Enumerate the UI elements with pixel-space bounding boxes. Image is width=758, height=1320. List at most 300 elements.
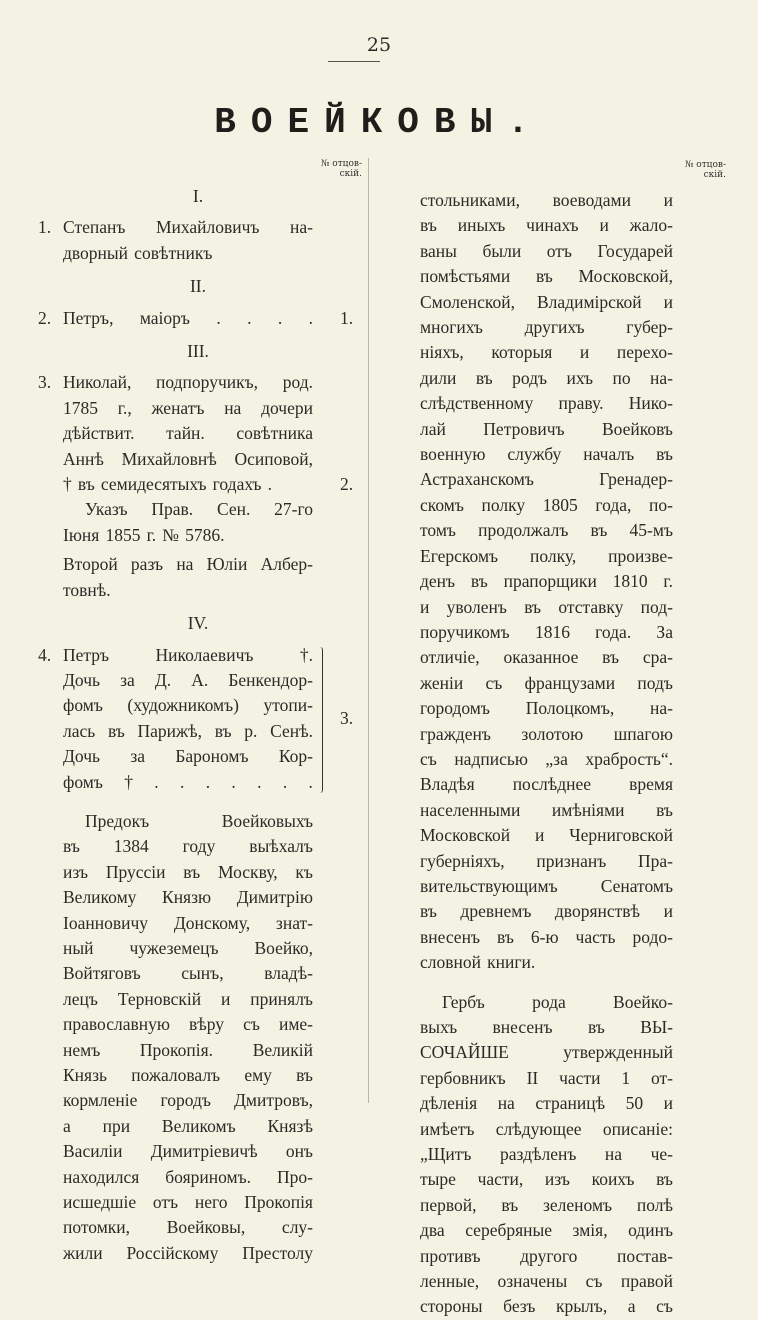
- word: выѣхалъ: [249, 836, 313, 857]
- word: женіи: [420, 672, 464, 693]
- word: признанъ: [536, 850, 607, 871]
- right-line: [420, 1142, 673, 1167]
- entry-text: [63, 215, 313, 266]
- word: †: [124, 771, 133, 792]
- entry-text: [63, 643, 313, 795]
- word: и: [663, 190, 673, 210]
- word: шпагою: [613, 723, 673, 744]
- word: оказанное: [503, 647, 579, 668]
- word: подъ: [637, 672, 673, 693]
- word: на-: [650, 698, 673, 719]
- word: съ: [585, 1271, 603, 1292]
- word: года.: [595, 621, 632, 642]
- word: другихъ: [524, 317, 585, 338]
- word: продолжалъ: [478, 520, 569, 541]
- word: описаніе:: [602, 1118, 673, 1139]
- word: 1: [621, 1067, 631, 1088]
- word: храбрость“.: [585, 748, 673, 769]
- history-line: [63, 961, 313, 986]
- word: .: [247, 307, 252, 328]
- word: словной: [420, 952, 481, 973]
- word: населенными: [420, 799, 521, 820]
- right-line: [420, 696, 673, 721]
- word: Князѣ: [267, 1115, 313, 1136]
- word: Петръ,: [63, 307, 114, 328]
- word: подпоручикъ,: [156, 372, 259, 393]
- word: и: [420, 596, 430, 617]
- word: прапорщики: [503, 571, 597, 592]
- word: Великій: [252, 1039, 313, 1060]
- note-line: [63, 497, 313, 522]
- word: фомъ: [63, 695, 103, 716]
- word: Указъ: [85, 499, 128, 520]
- generation-heading: I.: [192, 186, 204, 206]
- word: раздѣленъ: [499, 1144, 577, 1165]
- word: Аннѣ: [63, 448, 104, 469]
- word: принялъ: [250, 988, 313, 1009]
- word: Князю: [162, 887, 212, 908]
- word: дили: [420, 367, 457, 388]
- word: два: [420, 1220, 445, 1241]
- word: него: [194, 1192, 228, 1213]
- word: внесенъ: [420, 926, 480, 947]
- word: французами: [524, 672, 616, 693]
- history-line: [63, 936, 313, 961]
- word: онъ: [285, 1141, 313, 1162]
- word: другого: [520, 1245, 578, 1266]
- word: Воейковъ: [601, 418, 673, 439]
- word: православную: [63, 1014, 170, 1035]
- word: Нико-: [628, 393, 673, 414]
- word: многихъ: [420, 317, 483, 338]
- word: по-: [649, 494, 673, 515]
- word: .: [257, 771, 262, 792]
- word: гражденъ: [420, 723, 491, 744]
- word: золотою: [521, 723, 584, 744]
- word: дѣленія: [420, 1093, 478, 1114]
- word: коихъ: [591, 1169, 635, 1190]
- word: Полоцкомъ,: [525, 698, 615, 719]
- entry-line: [63, 215, 313, 240]
- word: сынъ,: [181, 963, 224, 984]
- word: перехо-: [616, 342, 673, 363]
- word: имѣетъ: [420, 1118, 475, 1139]
- entry-number: 3.: [38, 372, 52, 393]
- word: Юліи: [206, 554, 248, 575]
- entry-line: [63, 241, 313, 266]
- right-line: [420, 1015, 673, 1040]
- word: име-: [278, 1014, 313, 1035]
- note-line: [63, 578, 313, 603]
- word: Государей: [597, 240, 673, 261]
- word: полку,: [529, 545, 577, 566]
- word: надписью: [454, 748, 528, 769]
- word: 45-мъ: [629, 520, 673, 541]
- word: .: [308, 307, 313, 328]
- entry-number: 1.: [38, 217, 52, 238]
- word: полку: [481, 494, 526, 515]
- word: Про-: [277, 1166, 313, 1187]
- word: Сенатомъ: [600, 875, 673, 896]
- history-line: [63, 1165, 313, 1190]
- right-line: [420, 1167, 673, 1192]
- history-line: [63, 1063, 313, 1088]
- word: чужеземецъ: [129, 937, 219, 958]
- word: владѣ-: [264, 963, 313, 984]
- word: Дочь: [63, 669, 101, 690]
- entry-note: [63, 552, 313, 603]
- word: Смоленской,: [420, 291, 516, 312]
- word: Великомъ: [161, 1115, 236, 1136]
- page-number: 25: [366, 34, 392, 56]
- right-line: [420, 340, 673, 365]
- right-line: [420, 1117, 673, 1142]
- word: Пра-: [638, 850, 673, 871]
- word: II: [526, 1067, 539, 1088]
- entry-note: [63, 497, 313, 548]
- right-line: [420, 899, 673, 924]
- word: началъ: [583, 444, 635, 465]
- word: зеленомъ: [542, 1194, 613, 1215]
- word: года,: [595, 494, 632, 515]
- word: съ: [243, 1014, 260, 1035]
- word: въ: [602, 647, 620, 668]
- word: разъ: [130, 554, 164, 575]
- genealogy-entry: [38, 643, 356, 795]
- word: лецъ: [63, 988, 98, 1009]
- word: Іюня: [63, 524, 100, 545]
- word: и: [599, 215, 609, 236]
- word: родъ: [512, 367, 548, 388]
- word: Прокопія: [244, 1192, 313, 1213]
- word: Степанъ: [63, 217, 126, 238]
- word: †: [63, 474, 72, 495]
- word: на: [224, 397, 242, 418]
- note-line: [63, 523, 313, 548]
- word: сра-: [642, 647, 673, 668]
- right-line: [420, 290, 673, 315]
- word: и: [663, 901, 673, 922]
- word: 1785: [63, 397, 98, 418]
- word: отличіе,: [420, 647, 480, 668]
- word: 1805: [542, 494, 578, 515]
- word: ему: [244, 1065, 272, 1085]
- word: родо-: [632, 926, 673, 947]
- word: пожаловалъ: [131, 1065, 221, 1085]
- word: 6-ю: [530, 926, 559, 947]
- word: а: [627, 1296, 636, 1317]
- word: жало-: [629, 215, 673, 236]
- word: Черниговской: [569, 825, 673, 846]
- right-line: [420, 671, 673, 696]
- word: въ: [296, 1065, 313, 1085]
- word: праву.: [558, 393, 604, 414]
- history-line: [63, 809, 313, 834]
- right-line: [420, 849, 673, 874]
- word: Владѣя: [420, 774, 475, 795]
- word: произве-: [608, 545, 673, 566]
- word: въ: [183, 861, 201, 882]
- word: въ: [587, 1017, 605, 1037]
- word: Великому: [63, 887, 137, 908]
- word: бояриномъ.: [165, 1166, 252, 1187]
- word: на-: [650, 367, 673, 388]
- word: дворянствѣ: [554, 901, 641, 922]
- right-line: [420, 366, 673, 391]
- genealogy-entry: [38, 306, 356, 331]
- word: въ: [475, 367, 493, 388]
- word: при: [102, 1115, 131, 1136]
- word: тыре: [420, 1169, 456, 1190]
- word: СОЧАЙШЕ: [420, 1042, 509, 1063]
- history-paragraph: [63, 809, 313, 1266]
- word: время: [629, 774, 673, 795]
- right-line: [420, 1218, 673, 1243]
- word: въ: [590, 520, 608, 541]
- right-line: [420, 239, 673, 264]
- word: „Щитъ: [420, 1144, 472, 1165]
- word: 1810: [612, 571, 648, 592]
- word: а: [63, 1115, 71, 1136]
- right-line: [420, 722, 673, 747]
- word: и: [221, 988, 231, 1009]
- word: и: [534, 825, 545, 846]
- left-column: [38, 176, 356, 1266]
- word: Николаевичъ: [155, 644, 254, 665]
- word: безъ: [503, 1296, 536, 1317]
- word: въ: [420, 215, 437, 236]
- entry-text: [63, 370, 313, 497]
- genealogy-entry: [38, 215, 356, 266]
- right-line: [420, 798, 673, 823]
- word: слѣдующее: [495, 1118, 582, 1139]
- word: Донскому,: [173, 912, 251, 933]
- word: въ: [501, 1194, 519, 1215]
- word: за: [120, 669, 135, 690]
- word: ніяхъ,: [420, 342, 464, 363]
- word: 1384: [113, 836, 149, 857]
- word: Албер-: [260, 554, 313, 575]
- word: съ: [485, 672, 503, 693]
- word: Д.: [154, 669, 172, 690]
- word: .: [231, 771, 236, 792]
- word: №: [162, 524, 179, 545]
- word: Гренадер-: [599, 469, 673, 490]
- word: змія,: [572, 1220, 608, 1241]
- word: ный: [63, 937, 94, 958]
- right-line: [420, 1193, 673, 1218]
- word: Василіи: [63, 1141, 123, 1162]
- word: въ: [63, 836, 80, 857]
- word: ихъ: [566, 367, 594, 388]
- right-line: [420, 264, 673, 289]
- right-line: [420, 823, 673, 848]
- word: правой: [620, 1271, 673, 1292]
- word: Сенѣ.: [270, 720, 313, 741]
- column-note-line: № отцов-: [320, 159, 362, 169]
- right-line: [420, 188, 673, 213]
- word: съ: [656, 1296, 673, 1317]
- father-reference: 3.: [340, 708, 354, 728]
- coat-of-arms-paragraph: [420, 990, 673, 1320]
- entry-line: [63, 447, 313, 472]
- word: дворный: [63, 242, 129, 263]
- word: 27-го: [274, 499, 313, 520]
- word: вѣру: [188, 1014, 225, 1035]
- word: Князь: [63, 1065, 107, 1085]
- word: исшедшіе: [63, 1192, 137, 1213]
- word: г.,: [117, 397, 132, 418]
- word: от-: [651, 1067, 673, 1088]
- word: отъ: [546, 240, 572, 261]
- word: Барономъ: [175, 746, 249, 767]
- word: знат-: [275, 912, 313, 933]
- word: Дочь: [63, 746, 101, 767]
- word: Петровичъ: [483, 418, 565, 439]
- word: части: [559, 1067, 601, 1088]
- word: въ: [77, 474, 95, 495]
- word: городъ: [160, 1090, 211, 1111]
- word: лась: [63, 720, 96, 741]
- word: гербовникъ: [420, 1067, 506, 1088]
- word: Войтяговъ: [63, 963, 141, 984]
- entry-line: [63, 421, 313, 446]
- word: въ: [214, 720, 232, 741]
- right-line: [420, 417, 673, 442]
- word: ВЫ-: [640, 1017, 673, 1037]
- word: жили: [63, 1242, 103, 1263]
- word: имѣніями: [551, 799, 625, 820]
- word: тайн.: [166, 423, 205, 444]
- word: Прав.: [151, 499, 194, 520]
- word: съ: [420, 748, 437, 769]
- word: службу: [507, 444, 562, 465]
- right-line: [420, 569, 673, 594]
- word: 1855: [105, 524, 141, 545]
- word: за: [130, 746, 146, 767]
- word: женатъ: [151, 397, 205, 418]
- word: изъ: [544, 1169, 570, 1190]
- word: Пруссіи: [105, 861, 166, 882]
- word: внесенъ: [492, 1017, 553, 1037]
- word: серебряные: [465, 1220, 553, 1241]
- history-line: [63, 1012, 313, 1037]
- word: товнѣ.: [63, 579, 111, 600]
- history-line: [63, 1038, 313, 1063]
- entry-line: [63, 744, 313, 769]
- word: въ: [535, 266, 553, 287]
- column-note-line: скій.: [339, 169, 362, 179]
- word: утвержденный: [563, 1042, 673, 1063]
- right-line: [420, 1244, 673, 1269]
- word: постав-: [616, 1245, 673, 1266]
- word: находился: [63, 1166, 140, 1187]
- right-line: [420, 315, 673, 340]
- word: .: [205, 771, 211, 792]
- word: томъ: [420, 520, 456, 541]
- word: под-: [640, 596, 673, 617]
- word: которыя: [491, 342, 553, 363]
- word: Кор-: [278, 746, 313, 767]
- word: р.: [244, 720, 258, 741]
- word: .: [216, 307, 221, 328]
- word: Воейко-: [613, 991, 673, 1012]
- word: че-: [650, 1144, 673, 1165]
- word: Егерскомъ: [420, 545, 499, 566]
- history-line: [63, 885, 313, 910]
- word: Іоанновичу: [63, 912, 149, 933]
- word: въ: [497, 926, 514, 947]
- word: 5786.: [185, 524, 225, 545]
- word: въ: [524, 596, 542, 617]
- word: .: [282, 771, 288, 792]
- word: потомки,: [63, 1217, 131, 1238]
- word: род.: [282, 372, 313, 393]
- word: были: [482, 240, 522, 261]
- generation-heading: IV.: [187, 613, 209, 634]
- word: въ: [107, 720, 125, 741]
- word: на-: [290, 217, 313, 238]
- grouping-brace: [317, 647, 323, 793]
- word: въ: [656, 1169, 673, 1190]
- word: на: [604, 1144, 623, 1165]
- word: стольниками,: [420, 190, 520, 210]
- history-line: [63, 1139, 313, 1164]
- word: дѣйствит.: [63, 423, 135, 444]
- word: совѣтника: [236, 423, 313, 444]
- word: уволенъ: [446, 596, 507, 617]
- history-line: [63, 1088, 313, 1113]
- word: часть: [575, 926, 616, 947]
- history-line: [63, 911, 313, 936]
- word: поручикомъ: [420, 621, 510, 642]
- right-line: [420, 990, 673, 1015]
- right-line: [420, 544, 673, 569]
- word: .: [277, 307, 283, 328]
- word: .: [180, 771, 185, 792]
- entry-line: [63, 472, 313, 497]
- right-line: [420, 1066, 673, 1091]
- word: немъ: [63, 1039, 101, 1060]
- father-reference: 2.: [340, 474, 354, 495]
- word: утопи-: [263, 695, 313, 716]
- right-line: [420, 1294, 673, 1319]
- note-line: [63, 552, 313, 577]
- word: .: [308, 771, 313, 792]
- column-note-right: [660, 160, 726, 180]
- word: (художникомъ): [127, 695, 239, 716]
- word: Михайловичъ: [155, 217, 260, 238]
- right-line: [420, 213, 673, 238]
- word: 50: [625, 1093, 644, 1114]
- word: Петръ: [63, 644, 110, 665]
- page-title: ВОЕЙКОВЫ.: [214, 102, 544, 143]
- word: полѣ: [636, 1194, 673, 1215]
- word: Предокъ: [85, 810, 150, 831]
- word: помѣстьями: [420, 266, 511, 287]
- word: слу-: [281, 1217, 313, 1238]
- word: г.: [146, 524, 157, 545]
- history-line: [63, 987, 313, 1012]
- word: Дмитровъ,: [234, 1090, 313, 1111]
- word: Парижѣ,: [137, 720, 203, 741]
- entry-text: [63, 306, 313, 331]
- right-line: [420, 747, 673, 772]
- column-divider: [368, 158, 369, 1103]
- word: и: [579, 342, 590, 363]
- word: 1816: [534, 621, 570, 642]
- word: „за: [545, 748, 568, 769]
